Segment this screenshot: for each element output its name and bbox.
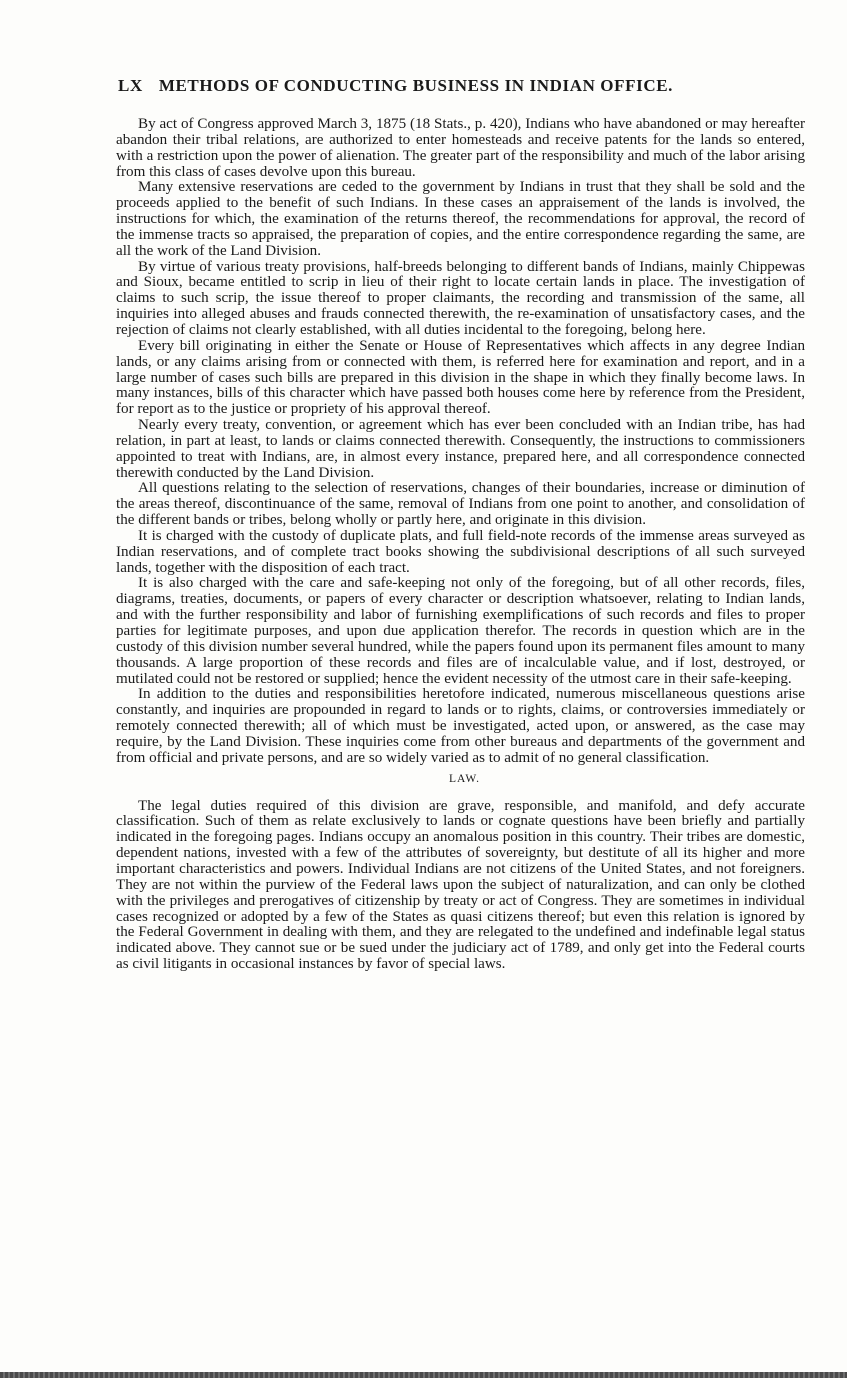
bottom-scan-edge (0, 1372, 847, 1378)
paragraph-congressional-bills: Every bill originating in either the Senate or House of Representatives which affects in any degree Indian lands, or any claims arising from or connected with them, is referred here for examination and report, and in a large number of cases such bills are prepared in this division in the shape in which they finally become laws. In many instances, bills of this character which have passed both houses come here by reference from the President, for report as to the justice or propriety of his approval thereof. (116, 337, 805, 418)
paragraph-records-safekeeping: It is also charged with the care and safe-keeping not only of the foregoing, but of all other records, files, diagrams, treaties, documents, or papers of every character or description whatsoever, relating to Indian lands, and with the further responsibility and labor of furnishing exemplifications of such records and files to proper parties for legitimate purposes, and upon due application therefor. The records in question which are in the custody of this division number several hundred, while the papers found upon its permanent files amount to many thousands. A large proportion of these records and files are of incalculable value, and if lost, destroyed, or mutilated could not be restored or supplied; hence the evident necessity of the utmost care in their safe-keeping. (116, 575, 805, 687)
paragraph-treaties: Nearly every treaty, convention, or agreement which has ever been concluded with an Indian tribe, has had relation, in part at least, to lands or claims connected therewith. Consequently, the instructions to commissioners appointed to treat with Indians, are, in almost every instance, prepared here, and all correspondence connected therewith conducted by the Land Division. (116, 417, 805, 481)
running-head (118, 76, 758, 96)
paragraph-half-breed-scrip: By virtue of various treaty provisions, half-breeds belonging to different bands of Indians, mainly Chippewas and Sioux, became entitled to scrip in lieu of their right to locate certain lands in place. The investigation of claims to such scrip, the issue thereof to proper claimants, the recording and transmission of the same, all inquiries into alleged abuses and frauds connected therewith, the re-examination of unsatisfactory cases, and the rejection of claims not clearly established, with all duties incidental to the foregoing, belong here. (116, 258, 805, 338)
body-text (116, 117, 805, 973)
paragraph-ceded-reservations: Many extensive reservations are ceded to the government by Indians in trust that they shall be sold and the proceeds applied to the benefit of such Indians. In these cases an appraisement of the lands is involved, the instructions for which, the examination of the returns thereof, the recommendations for approval, the record of the immense tracts so appraised, the preparation of copies, and the entire correspondence regarding the same, are all the work of the Land Division. (116, 179, 805, 259)
paragraph-plats-custody: It is charged with the custody of duplicate plats, and full field-note records of the immense areas surveyed as Indian reservations, and of complete tract books showing the subdivisional descriptions of all such surveyed lands, together with the disposition of each tract. (116, 527, 805, 576)
paragraph-reservation-questions: All questions relating to the selection of reservations, changes of their boundaries, increase or diminution of the areas thereof, discontinuance of the same, removal of Indians from one point to another, and consolidation of the different bands or tribes, belong wholly or partly here, and originate in this division. (116, 480, 805, 529)
paragraph-homesteads: By act of Congress approved March 3, 1875 (18 Stats., p. 420), Indians who have abandoned or may hereafter abandon their tribal relations, are authorized to enter homesteads and receive patents for the lands so entered, with a restriction upon the power of alienation. The greater part of the responsibility and much of the labor arising from this class of cases devolve upon this bureau. (116, 116, 805, 180)
paragraph-miscellaneous-inquiries: In addition to the duties and responsibilities heretofore indicated, numerous miscellaneous questions arise constantly, and inquiries are propounded in regard to lands or to rights, claims, or controversies immediately or remotely connected therewith; all of which must be investigated, acted upon, or answered, as the case may require, by the Land Division. These inquiries come from other bureaus and departments of the government and from official and private persons, and are so widely varied as to admit of no general classification. (116, 686, 805, 766)
section-heading-law: LAW. (448, 772, 481, 785)
paragraph-legal-duties: The legal duties required of this division are grave, responsible, and manifold, and defy accurate classification. Such of them as relate exclusively to lands or cognate questions have been briefly and partially indicated in the foregoing pages. Indians occupy an anomalous position in this country. Their tribes are domestic, dependent nations, invested with a few of the attributes of sovereignty, but destitute of all its higher and more important characteristics and powers. Individual Indians are not citizens of the United States, and not foreigners. They are not within the purview of the Federal laws upon the subject of naturalization, and can only be clothed with the privileges and prerogatives of citizenship by treaty or act of Congress. They are sometimes in individual cases recognized or adopted by a few of the States as quasi citizens thereof; but even this relation is ignored by the Federal Government in dealing with them, and they are relegated to the undefined and indefinable legal status indicated above. They cannot sue or be sued under the judiciary act of 1789, and only get into the Federal courts as civil litigants in occasional instances by favor of special laws. (116, 797, 805, 973)
running-title: METHODS OF CONDUCTING BUSINESS IN INDIAN OFFICE. (158, 76, 673, 95)
page-folio: LX (118, 76, 143, 95)
